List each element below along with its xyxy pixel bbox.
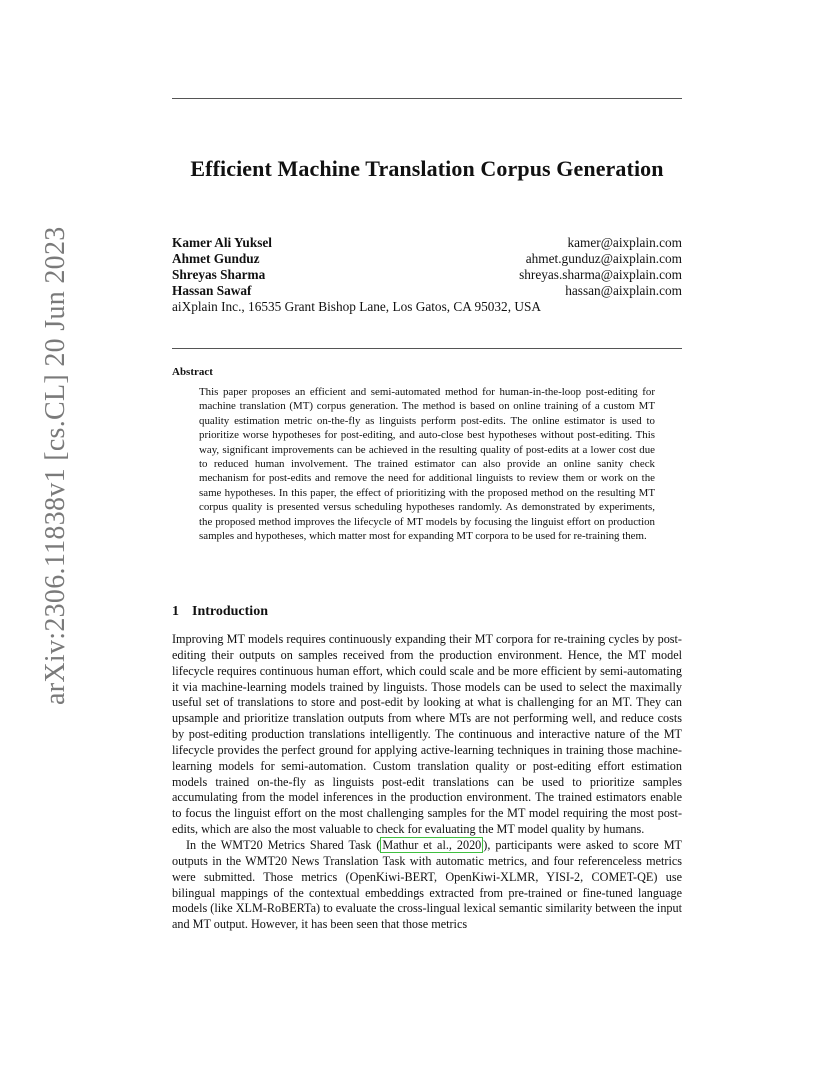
- intro-text: In the WMT20 Metrics Shared Task (: [186, 837, 381, 852]
- author-name: Hassan Sawaf: [172, 283, 252, 298]
- author-email: kamer@aixplain.com: [567, 235, 682, 250]
- author-row: [172, 283, 682, 299]
- arxiv-identifier: arXiv:2306.11838v1 [cs.CL] 20 Jun 2023: [40, 226, 71, 705]
- author-email: hassan@aixplain.com: [565, 283, 682, 298]
- abstract-text: This paper proposes an efficient and semi-automated method for human-in-the-loop post-editing for machine translation (MT) corpus generation. The method is based on online training of a custom MT quality estimation metric on-the-fly as linguists perform post-edits. The online estimator is used to prioritize worse hypotheses for post-editing, and auto-close best hypotheses without post-editing. This way, significant improvements can be achieved in the resulting quality of post-edits at a lower cost due to reduced human involvement. The trained estimator can also provide an online sanity check mechanism for post-edits and remove the need for additional linguists to review them or work on the same hypotheses. In this paper, the effect of prioritizing with the proposed method on the resulting MT corpus quality is presented versus scheduling hypotheses randomly. As demonstrated by experiments, the proposed method improves the lifecycle of MT models by focusing the linguist effort on production samples and hypotheses, which matter most for expanding MT corpora to be used for re-training them.: [199, 386, 655, 543]
- abstract-heading: Abstract: [172, 366, 213, 378]
- author-name: Kamer Ali Yuksel: [172, 235, 272, 250]
- author-row: [172, 251, 682, 267]
- author-name: Shreyas Sharma: [172, 267, 266, 282]
- section-heading: [172, 604, 268, 620]
- abstract-rule: [172, 348, 682, 349]
- citation-link[interactable]: Mathur et al., 2020: [382, 837, 482, 852]
- section-number: 1: [172, 604, 179, 619]
- paper-title: Efficient Machine Translation Corpus Generation: [190, 156, 664, 181]
- author-block: [172, 235, 682, 315]
- author-row: [172, 235, 682, 251]
- author-email: shreyas.sharma@aixplain.com: [519, 267, 682, 282]
- intro-paragraph: Improving MT models requires continuously expanding their MT corpora for re-training cycles by post-editing their outputs on samples received from the production environment. Hence, the MT model lifecycle requires continuous human effort, which could scale and be more efficient by semi-automating it via machine-learning models trained by linguists. Those models can be used to select the maximally useful set of translations to store and post-edit by looking at what is challenging for an MT. They can upsample and prioritize translation outputs from where MTs are not performing well, and reduce costs by post-editing production translations intelligently. The continuous and interactive nature of the MT lifecycle provides the perfect ground for applying active-learning techniques in training those machine-learning models for semi-automation. Custom translation quality or post-editing effort estimation models trained on-the-fly as linguists post-edit translations can be used to prioritize samples accumulating from the model inferences in the production environment. The trained estimators enable to focus the linguist effort on the most challenging samples for the MT model requiring the most post-edits, which are also the most valuable to check for evaluating the MT model quality by humans.: [172, 632, 682, 837]
- affiliation: aiXplain Inc., 16535 Grant Bishop Lane, Los Gatos, CA 95032, USA: [172, 299, 541, 314]
- intro-paragraph: [172, 838, 682, 933]
- author-name: Ahmet Gunduz: [172, 251, 260, 266]
- author-row: [172, 267, 682, 283]
- author-email: ahmet.gunduz@aixplain.com: [525, 251, 682, 266]
- section-title: Introduction: [192, 604, 268, 619]
- introduction-body: [172, 632, 682, 933]
- top-rule: [172, 98, 682, 99]
- intro-text: ), participants were asked to score MT outputs in the WMT20 News Translation Task with automatic metrics, and four referenceless metrics were submitted. Those metrics (OpenKiwi-BERT, OpenKiwi-XLMR, YISI-2, COMET-QE) use bilingual mappings of the contextual embeddings extracted from pre-trained or fine-tuned language models (like XLM-RoBERTa) to evaluate the cross-lingual lexical semantic similarity between the input and MT output. However, it has been seen that those metrics: [172, 837, 682, 932]
